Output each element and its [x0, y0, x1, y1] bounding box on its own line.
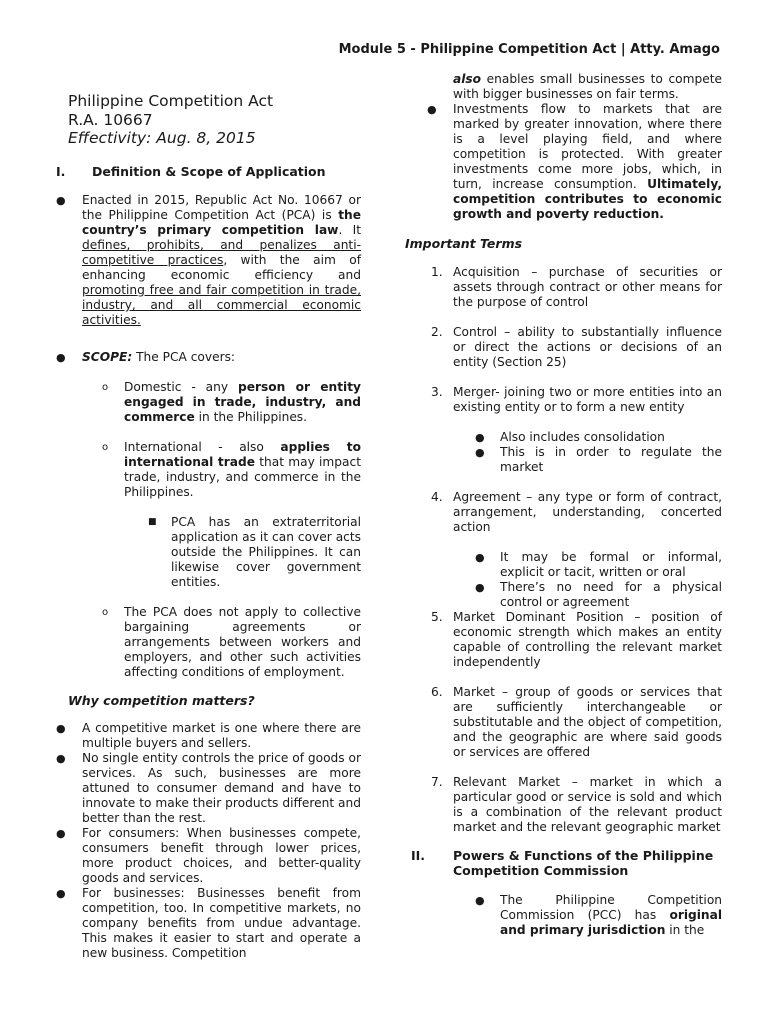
merger-bullet-2: ● This is in order to regulate the market: [475, 445, 722, 474]
agreement-bullet-2: ● There’s no need for a physical control or agreement: [475, 580, 722, 609]
bullet-icon: ●: [56, 722, 66, 735]
section-number: I.: [56, 164, 66, 179]
merger-bullet-1: ● Also includes consolidation: [475, 430, 665, 444]
term-control: 2. Control – ability to substantially influence or direct the actions or decisions of an entity (Section 25): [431, 325, 722, 369]
bullet-icon: ●: [56, 351, 66, 364]
bullet-icon: ●: [56, 887, 66, 900]
bullet-icon: ●: [475, 551, 485, 564]
right-column: [405, 74, 722, 938]
term-acquisition: 1. Acquisition – purchase of securities or assets through contract or other means for the purpose of control: [431, 265, 722, 309]
bullet-enacted: ● Enacted in 2015, Republic Act No. 10667 or the Philippine Competition Act (PCA) is the country’s primary competition law. It defines, prohibits, and penalizes anti-competitive practices, with the aim of enhancing economic efficiency and promoting free and fair competition in trade, industry, and all commercial economic activities.: [56, 193, 362, 327]
term-agreement: 4. Agreement – any type or form of contract, arrangement, understanding, concerted action: [431, 490, 722, 534]
bullet-icon: ●: [56, 194, 66, 207]
scope-domestic: o Domestic - any person or entity engaged in trade, industry, and commerce in the Philippines.: [102, 380, 362, 424]
circle-bullet-icon: o: [102, 442, 109, 453]
section-number: II.: [411, 848, 426, 863]
running-header: Module 5 - Philippine Competition Act | Atty. Amago: [338, 42, 720, 57]
why-bullet-4: ● For businesses: Businesses benefit from competition, too. In competitive markets, no company benefits from undue advantage. This makes it easier to start and operate a new business. Competition: [56, 886, 361, 960]
circle-bullet-icon: o: [102, 382, 109, 393]
bullet-icon: ●: [475, 581, 485, 594]
left-column: [56, 74, 362, 961]
bullet-icon: ●: [56, 827, 66, 840]
why-bullet-5: ● Investments flow to markets that are marked by greater innovation, where there is a level playing field, and where competition is protected. With greater investments come more jobs, which, in turn, increase consumption. Ultimately, competition contributes to economic growth and poverty reduction.: [427, 102, 722, 221]
term-merger: 3. Merger- joining two or more entities into an existing entity or to form a new entity: [431, 385, 722, 414]
section-heading-2: [405, 848, 722, 878]
pcc-bullet-1: ● The Philippine Competition Commission (PCC) has original and primary jurisdiction in the: [475, 893, 722, 937]
terms-heading: Important Terms: [405, 236, 523, 251]
scope-international: o International - also applies to international trade that may impact trade, industry, and commerce in the Philippines.: [102, 440, 361, 499]
agreement-bullet-1: ● It may be formal or informal, explicit or tacit, written or oral: [475, 550, 722, 579]
term-relevant-market: 7. Relevant Market – market in which a particular good or service is sold and which is a combination of the relevant product market and the relevant geographic market: [431, 775, 722, 834]
term-market-dominant: 5. Market Dominant Position – position of economic strength which makes an entity capable of controlling the relevant market independently: [431, 610, 722, 669]
why-bullet-2: ● No single entity controls the price of goods or services. As such, businesses are more attuned to consumer demand and have to innovate to make their products different and better than the rest.: [56, 751, 361, 825]
why-heading: Why competition matters?: [68, 693, 255, 708]
scope-extraterritorial: ■ PCA has an extraterritorial application as it can cover acts outside the Philippines. It can likewise cover government entities.: [148, 515, 361, 589]
section-heading-1: [56, 164, 361, 179]
bullet-icon: ●: [427, 103, 437, 116]
bullet-icon: ●: [475, 894, 485, 907]
bullet-icon: ●: [475, 431, 485, 444]
bullet-scope: ● SCOPE: The PCA covers:: [56, 350, 236, 364]
section-title: Powers & Functions of the Philippine Competition Commission: [453, 848, 714, 878]
why-bullet-1: ● A competitive market is one where there are multiple buyers and sellers.: [56, 721, 361, 750]
doc-ra-number: R.A. 10667: [68, 111, 153, 129]
circle-bullet-icon: o: [102, 607, 109, 618]
square-bullet-icon: ■: [148, 517, 157, 527]
term-market: 6. Market – group of goods or services that are sufficiently interchangeable or substitutable and the object of competition, and the geographic are where said goods or services are offered: [431, 685, 722, 759]
doc-title: Philippine Competition Act: [68, 92, 274, 110]
bullet-icon: ●: [56, 752, 66, 765]
scope-exemption: o The PCA does not apply to collective bargaining agreements or arrangements between workers and employers, and other such activities affecting conditions of employment.: [102, 605, 361, 679]
why-bullet-3: ● For consumers: When businesses compete, consumers benefit through lower prices, more product choices, and better-quality goods and services.: [56, 826, 361, 885]
why-bullet-4-continued: also enables small businesses to compete with bigger businesses on fair terms.: [453, 72, 722, 101]
bullet-icon: ●: [475, 446, 485, 459]
doc-effectivity: Effectivity: Aug. 8, 2015: [68, 129, 256, 147]
section-title: Definition & Scope of Application: [92, 164, 326, 179]
